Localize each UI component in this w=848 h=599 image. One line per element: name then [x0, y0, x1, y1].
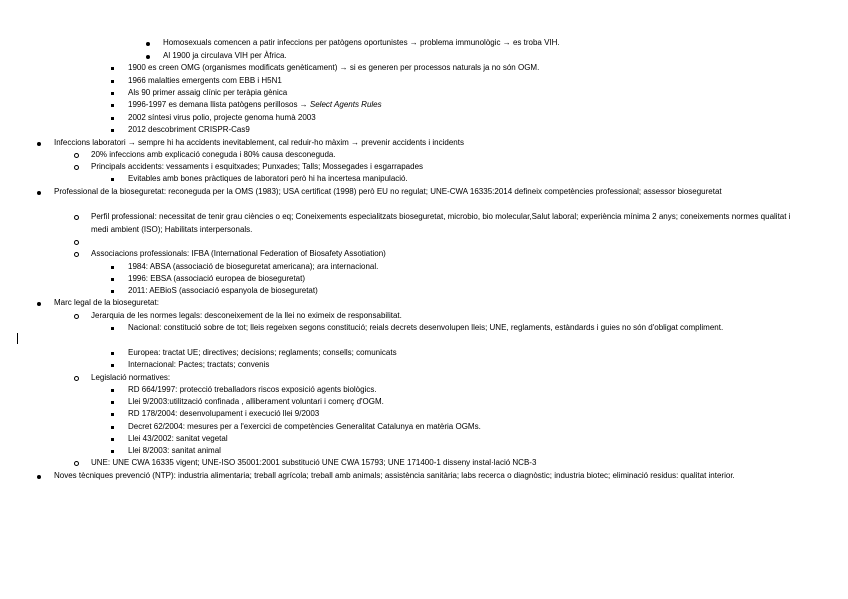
list-item-text: UNE: UNE CWA 16335 vigent; UNE-ISO 35001:2001 substitució UNE CWA 15793; UNE 171400-1 disseny instal·lació NCB-3	[91, 458, 537, 467]
square-bullet-icon	[111, 426, 114, 429]
square-bullet-icon	[111, 117, 114, 120]
list-item-text: 20% infeccions amb explicació coneguda i 80% causa desconeguda.	[91, 150, 336, 159]
square-bullet-icon	[111, 438, 114, 441]
list-item-text: Llei 43/2002: sanitat vegetal	[128, 434, 228, 443]
disc-bullet-icon	[146, 55, 150, 59]
list-item-text: 2012 descobriment CRISPR-Cas9	[128, 125, 250, 134]
list-item-text: 1984: ABSA (associació de bioseguretat americana); ara internacional.	[128, 262, 379, 271]
list-item-text: Al 1900 ja circulava VIH per Àfrica.	[163, 51, 287, 60]
list-item-text: 1996: EBSA (associació europea de bioseguretat)	[128, 274, 306, 283]
square-bullet-icon	[111, 327, 114, 330]
square-bullet-icon	[111, 129, 114, 132]
list-item-text: Als 90 primer assaig clínic per teràpia gènica	[128, 88, 288, 97]
list-item-text: Decret 62/2004: mesures per a l'exercici de competències Generalitat Catalunya en matèria OGMs.	[128, 422, 481, 431]
list-item	[0, 186, 836, 212]
circle-bullet-icon	[74, 165, 79, 170]
disc-bullet-icon	[37, 302, 41, 306]
list-item-text: RD 178/2004: desenvolupament i execució llei 9/2003	[128, 409, 320, 418]
square-bullet-icon	[111, 80, 114, 83]
list-item-text: Internacional: Pactes; tractats; convenis	[128, 360, 270, 369]
list-item-text-content: Professional de la bioseguretat: reconeguda per la OMS (1983); USA certificat (1998) però EU no regulat; UNE-CWA 16335:2014 defineix competències professional; assessor bioseguretat	[54, 187, 722, 196]
disc-bullet-icon	[37, 142, 41, 146]
square-bullet-icon	[111, 352, 114, 355]
list-item-text: Associacions professionals: IFBA (International Federation of Biosafety Assotiation)	[91, 249, 386, 258]
list-item-text: 1900 es creen OMG (organismes modificats genèticament) → si es generen per processos naturals ja no són OGM.	[128, 63, 540, 72]
list-item-text: Homosexuals comencen a patir infeccions per patògens oportunistes → problema immunològic → es troba VIH.	[163, 38, 560, 47]
square-bullet-icon	[111, 389, 114, 392]
square-bullet-icon	[111, 450, 114, 453]
square-bullet-icon	[111, 413, 114, 416]
list-item-text: Legislació normatives:	[91, 373, 171, 382]
list-item-text: Nacional: constitució sobre de tot; lleis regeixen segons constitució; reials decrets desenvolupen lleis; UNE, reglaments, estàndards i guies no són d'obligat compliment.	[128, 323, 724, 332]
list-item-text: Perfil professional: necessitat de tenir grau ciències o eq; Coneixements especialitzats bioseguretat, microbio, bio molecular,Salut laboral; experiència mínima 2 anys; coneixements normes qualitat i medi ambient (ISO); Habilitats interpersonals.	[91, 212, 791, 234]
list-item-text-italic: Select Agents Rules	[309, 100, 382, 109]
circle-bullet-icon	[74, 153, 79, 158]
square-bullet-icon	[111, 401, 114, 404]
list-item	[0, 470, 836, 496]
text-cursor	[17, 333, 18, 344]
list-item-text: Marc legal de la bioseguretat:	[54, 298, 159, 307]
disc-bullet-icon	[37, 191, 41, 195]
square-bullet-icon	[111, 364, 114, 367]
list-item-text: 2011: AEBioS (associació espanyola de bioseguretat)	[128, 286, 318, 295]
list-item-text: Evitables amb bones pràctiques de laboratori però hi ha incertesa manipulació.	[128, 174, 408, 183]
list-item-text: 1966 malalties emergents com EBB i H5N1	[128, 76, 282, 85]
square-bullet-icon	[111, 290, 114, 293]
list-item	[0, 211, 836, 237]
square-bullet-icon	[111, 266, 114, 269]
list-item-text	[54, 186, 834, 199]
circle-bullet-icon	[74, 252, 79, 257]
list-item-text: Llei 9/2003:utilització confinada , alliberament voluntari i comerç d'OGM.	[128, 397, 384, 406]
list-item-text	[128, 99, 382, 112]
list-item-text-main: 1996-1997 es demana llista patògens perillosos →	[128, 100, 310, 109]
square-bullet-icon	[111, 104, 114, 107]
circle-bullet-icon	[74, 376, 79, 381]
list-item-text: RD 664/1997: protecció treballadors riscos exposició agents biològics.	[128, 385, 377, 394]
list-item-text: Infeccions laboratori → sempre hi ha accidents inevitablement, cal reduir-ho màxim → prevenir accidents i incidents	[54, 138, 464, 147]
square-bullet-icon	[111, 278, 114, 281]
circle-bullet-icon	[74, 215, 79, 220]
list-item	[0, 322, 836, 348]
circle-bullet-icon	[74, 314, 79, 319]
disc-bullet-icon	[37, 475, 41, 479]
square-bullet-icon	[111, 92, 114, 95]
square-bullet-icon	[111, 67, 114, 70]
list-item-text: Jerarquia de les normes legals: desconeixement de la llei no eximeix de responsabilitat.	[91, 311, 402, 320]
list-item-text: Noves tècniques prevenció (NTP): industria alimentaria; treball agrícola; treball amb animals; assistència sanitària; labs recerca o diagnòstic; industria biotec; eliminació residus: qualitat interior.	[54, 471, 735, 480]
disc-bullet-icon	[146, 42, 150, 46]
circle-bullet-icon	[74, 461, 79, 466]
list-item-text: Principals accidents: vessaments i esquitxades; Punxades; Talls; Mossegades i esgarrapades	[91, 162, 424, 171]
circle-bullet-icon	[74, 240, 79, 245]
list-item-text: Llei 8/2003: sanitat animal	[128, 446, 221, 455]
list-item-text: Europea: tractat UE; directives; decisions; reglaments; consells; comunicats	[128, 348, 397, 357]
square-bullet-icon	[111, 178, 114, 181]
list-item-text: 2002 síntesi virus polio, projecte genoma humà 2003	[128, 113, 316, 122]
